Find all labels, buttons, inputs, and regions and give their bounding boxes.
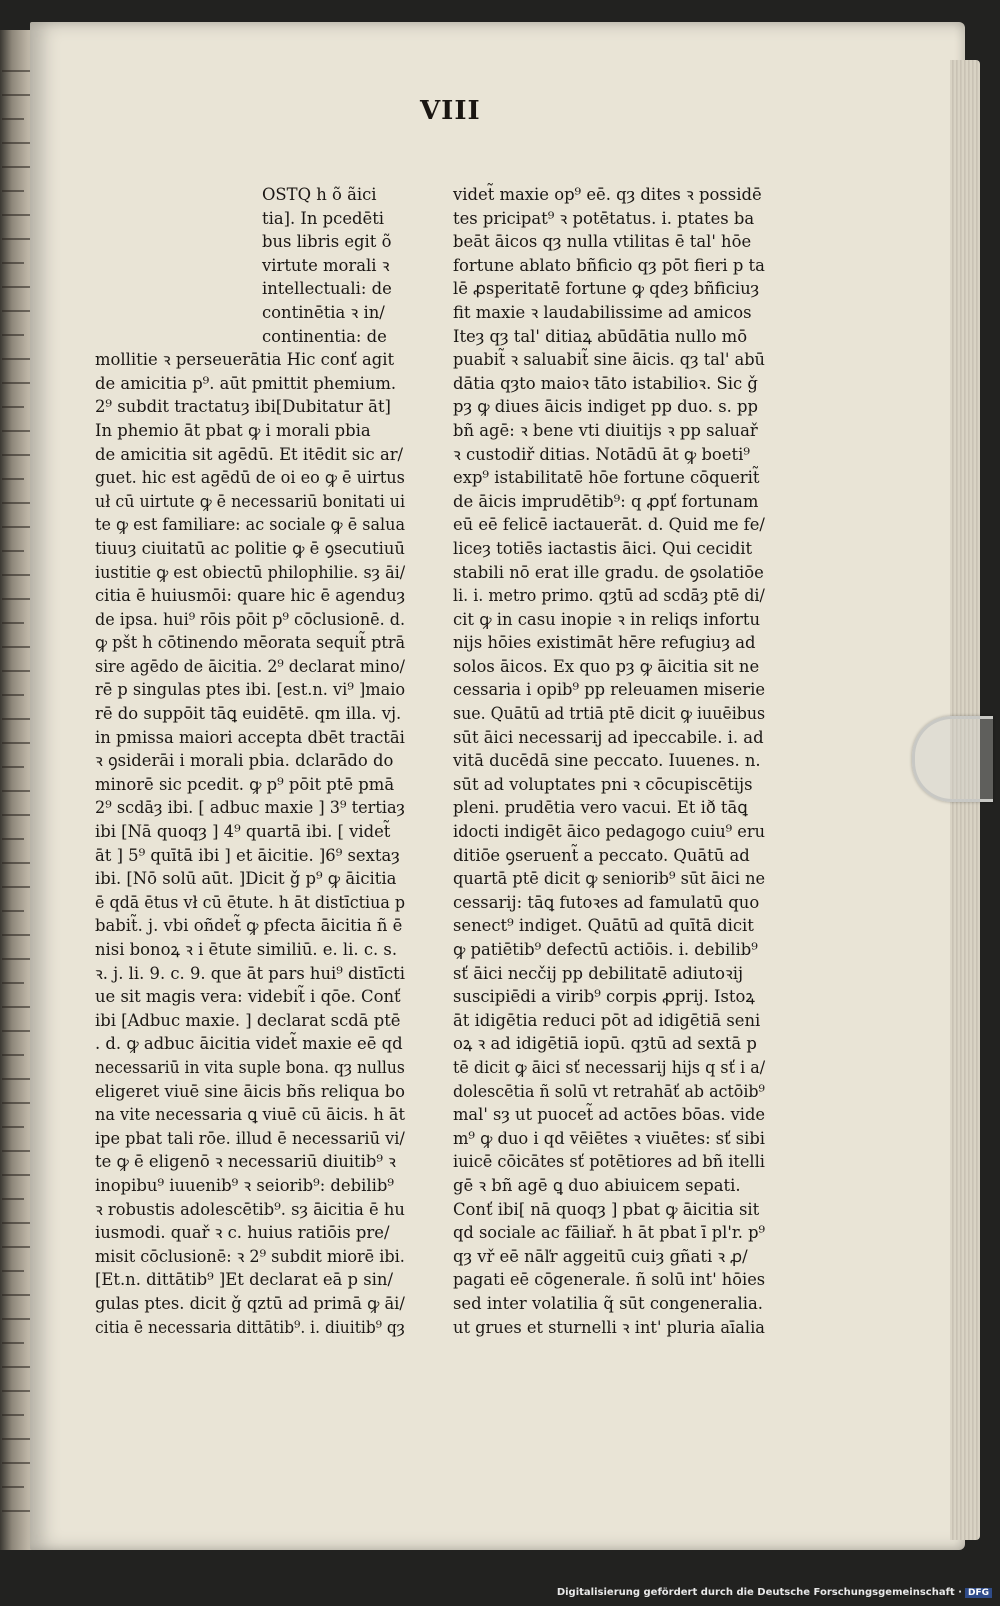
text-line: bñ agē: ꝛ bene vti diuitijs ꝛ pp saluař [453,420,758,440]
text-line: sť āici necčij pp debilitatē adiutoꝛij [453,963,744,983]
text-line: sed inter volatilia q̃ sūt congeneralia. [453,1293,763,1313]
text-line: āt ] 5⁹ quītā ibi ] et āicitie. ]6⁹ sextaȝ [95,845,400,865]
text-line: gē ꝛ bñ agē ꝗ duo abiuicem sepati. [453,1175,741,1195]
text-line: sūt ad voluptates pni ꝛ cōcupiscētijs [453,774,753,794]
text-fragment [2,1414,24,1416]
text-fragment [2,694,24,696]
text-line: ibi [Nā quoqȝ ] 4⁹ quartā ibi. [ videt̃ [95,822,391,842]
text-line: te ꝙ est familiare: ac sociale ꝙ ē salua [95,515,406,535]
text-fragment [2,646,30,648]
text-line: minorē sic pcedit. ꝙ p⁹ pōit ptē pmā [95,774,395,794]
left-column [95,183,405,1339]
text-line: 2⁹ scdāȝ ibi. [ adbuc maxie ] 3⁹ tertiaȝ [95,798,405,818]
text-line: in pmissa maiori accepta dbēt tractāi [95,727,405,747]
page-clip [912,716,993,802]
text-fragment [2,142,30,144]
text-fragment [2,718,30,720]
text-fragment [2,70,30,72]
text-line: sire agēdo de āicitia. 2⁹ declarat mino/ [95,656,405,676]
text-line: stabili nō erat ille gradu. de ꝯsolatiōe [453,562,764,582]
text-line: citia ē huiusmōi: quare hic ē agenduȝ [95,586,406,606]
text-fragment [2,262,24,264]
text-fragment [2,910,24,912]
text-line: guet. hic est agēdū de oi eo ꝙ ē uirtus [95,468,405,488]
text-line: ꝛ robustis adolescētib⁹. sȝ āicitia ē hu [95,1199,405,1219]
text-line: uł cū uirtute ꝙ ē necessariū bonitati ui [95,491,406,511]
text-fragment [2,430,30,432]
text-fragment [2,1126,24,1128]
text-line: liceȝ totiēs iactastis āici. Qui cecidit [453,538,753,558]
text-line: ē qdā ētus vł cū ētute. h āt distīctiua p [95,892,406,912]
text-line: dolescētia ñ solū vt retrahāť ab actōib⁹ [453,1081,765,1101]
right-column [453,183,765,1339]
text-line: iustitie ꝙ est obiectū philophilie. sȝ āi/ [95,562,406,582]
text-line: ibi. [Nō solū aūt. ]Dicit ǧ p⁹ ꝙ āicitia [95,869,397,889]
text-line: beāt āicos qȝ nulla vtilitas ē tal' hōe [453,232,752,252]
text-line: li. i. metro primo. qȝtū ad scdāȝ ptē di/ [453,586,765,606]
text-fragment [2,406,24,408]
text-line: suscipiēdi a virib⁹ corpis ꝓprij. Istoꝝ [453,987,755,1007]
text-line: citia ē necessaria dittātib⁹. i. diuitib⁹ qȝ [95,1317,405,1337]
text-line: cessaria i opib⁹ pp releuamen miserie [453,680,765,700]
text-fragment [2,1486,24,1488]
text-line: sūt āici necessarij ad ipeccabile. i. ad [453,727,764,747]
text-line: ut grues et sturnelli ꝛ int' pluria aīalia [453,1317,765,1337]
text-fragment [2,1006,30,1008]
text-line: continētia ꝛ in/ [262,302,385,322]
text-line: mal' sȝ ut puocet̃ ad actōes bōas. vide [453,1105,766,1125]
text-line: iusmodi. quař ꝛ c. huius ratiōis pre/ [95,1223,390,1243]
text-line: de āicis imprudētib⁹: q ꝓpť fortunam [453,491,759,511]
text-line: babit̃. j. vbi oñdet̃ ꝙ pfecta āicitia ñ ē [95,916,403,936]
text-line: āt idigētia reduci pōt ad idigētiā seni [453,1010,761,1030]
text-fragment [2,358,30,360]
text-line: bus libris egit õ [262,232,392,252]
text-fragment [2,1438,30,1440]
folio-number: VIII [420,96,481,126]
text-line: inopibu⁹ iuuenib⁹ ꝛ seiorib⁹: debilib⁹ [95,1175,394,1195]
text-fragment [2,574,30,576]
text-fragment [2,502,30,504]
text-line: rē p singulas ptes ibi. [est.n. vi⁹ ]maio [95,680,406,700]
text-line: tē dicit ꝙ āici sť necessarij hijs q sť i a/ [453,1057,766,1077]
text-line: ꝛ ꝯsiderāi i morali pbia. dclarādo do [95,751,394,771]
text-fragment [2,766,24,768]
text-line: oꝝ ꝛ ad idigētiā iopū. qȝtū ad sextā p [453,1034,757,1054]
footer-text: Digitalisierung gefördert durch die Deutsche Forschungsgemeinschaft · [556,1587,962,1598]
text-line: necessariū in vita suple bona. qȝ nullus [95,1057,405,1077]
text-fragment [2,838,24,840]
text-line: cit ꝙ in casu inopie ꝛ in reliqs infortu [453,609,761,629]
text-line: na vite necessaria ꝗ viuē cū āicis. h āt [95,1105,405,1125]
text-line: vitā ducēdā sine peccato. Iuuenes. n. [453,751,761,771]
text-fragment [2,1270,24,1272]
text-line: nijs hōies existimāt hēre refugiuȝ ad [453,633,756,653]
text-line: 2⁹ subdit tractatuȝ ibi[Dubitatur āt] [95,397,391,417]
text-line: lē ꝓsperitatē fortune ꝙ qdeȝ bñficiuȝ [453,279,760,299]
text-fragment [2,1222,30,1224]
text-line: [Et.n. dittātib⁹ ]Et declarat eā p sin/ [95,1270,393,1290]
text-line: eū eē felicē iactauerāt. d. Quid me fe/ [453,515,765,535]
text-line: continentia: de [262,326,387,346]
text-line: tes pricipat⁹ ꝛ potētatus. i. ptates ba [453,208,755,228]
text-line: ꝙ patiētib⁹ defectū actiōis. i. debilib⁹ [453,940,758,959]
text-fragment [2,478,24,480]
text-line: pagati eē cōgenerale. ñ solū int' hōies [453,1270,766,1290]
text-line: te ꝙ ē eligenō ꝛ necessariū diuitib⁹ ꝛ [95,1152,396,1172]
text-line: misit cōclusionē: ꝛ 2⁹ subdit miorē ibi. [95,1246,405,1266]
dfg-logo: DFG [965,1588,992,1598]
text-fragment [2,190,24,192]
text-line: solos āicos. Ex quo pȝ ꝙ āicitia sit ne [453,656,760,676]
text-line: . d. ꝙ adbuc āicitia videt̃ maxie eē qd [95,1034,403,1054]
text-line: ipe pbat tali rōe. illud ē necessariū vi/ [95,1128,405,1148]
text-line: gulas ptes. dicit ǧ qztū ad primā ꝙ āi/ [95,1293,405,1313]
text-line: ꝙ pšt h cōtinendo mēorata sequit̃ ptrā [95,633,406,653]
text-fragment [2,790,30,792]
text-line: de amicitia p⁹. aūt pmittit phemium. [95,373,397,393]
text-line: Conť ibi[ nā quoqȝ ] pbat ꝙ āicitia sit [453,1199,760,1219]
text-fragment [2,862,30,864]
text-line: Iteȝ qȝ tal' ditiaꝝ abūdātia nullo mō [453,326,748,346]
text-line: idocti indigēt āico pedagogo cuiu⁹ eru [453,822,765,842]
text-line: qd sociale ac fāiliař. h āt pbat ī pl'r. p⁹ [453,1223,766,1243]
text-line: tia]. In pcedēti [262,208,385,228]
text-line: fit maxie ꝛ laudabilissime ad amicos [453,302,752,322]
text-line: de ipsa. hui⁹ rōis pōit p⁹ cōclusionē. d. [95,609,406,629]
text-line: de amicitia sit agēdū. Et itēdit sic ar/ [95,444,404,464]
text-fragment [2,214,30,216]
text-line: intellectuali: de [262,279,392,299]
text-fragment [2,934,30,936]
text-fragment [2,622,24,624]
text-fragment [2,1510,30,1512]
text-line: ꝛ. j. li. 9. c. 9. que āt pars hui⁹ distīcti [95,963,405,983]
text-line: tiuuȝ ciuitatū ac politie ꝙ ē ꝯsecutiuū [95,538,405,558]
text-fragment [2,1054,24,1056]
text-fragment [2,1342,24,1344]
text-line: qȝ vř eē nāľr aggeitū cuiȝ gñati ꝛ ꝓ/ [453,1246,748,1266]
text-line: rē do suppōit tāꝗ euidētē. qm illa. vj. [95,704,402,724]
text-fragment [2,550,24,552]
text-line: puabit̃ ꝛ saluabit̃ sine āicis. qȝ tal' abū [453,350,765,370]
text-line: eligeret viuē sine āicis bñs reliqua bo [95,1081,406,1101]
text-line: mollitie ꝛ perseuerātia Hic conť agit [95,350,395,370]
text-line: ue sit magis vera: videbit̃ i qōe. Conť [95,987,401,1007]
text-line: In phemio āt pbat ꝙ i morali pbia [95,420,371,440]
text-line: fortune ablato bñficio qȝ pōt fieri p ta [453,255,765,275]
text-line: ditiōe ꝯseruent̃ a peccato. Quātū ad [453,845,750,865]
text-fragment [2,982,24,984]
text-fragment [2,1366,30,1368]
text-fragment [2,118,24,120]
text-line: sue. Quātū ad trtiā ptē dicit ꝙ iuuēibus [453,704,766,724]
footer [557,1587,992,1598]
text-line: pleni. prudētia vero vacui. Et ið tāꝗ [453,798,748,818]
text-fragment [2,286,30,288]
text-line: nisi bonoꝝ ꝛ i ētute similiū. e. li. c. s. [95,940,398,959]
text-line: pȝ ꝙ diues āicis indiget pp duo. s. pp [453,397,759,417]
text-fragment [2,1198,24,1200]
text-line: ꝛ custodiř ditias. Notādū āt ꝙ boeti⁹ [453,444,750,464]
text-fragment [2,1078,30,1080]
text-line: ibi [Adbuc maxie. ] declarat scdā ptē [95,1010,401,1030]
text-line: m⁹ ꝙ duo i qd vēiētes ꝛ viuētes: sť sibi [453,1128,766,1148]
text-line: dātia qȝto maioꝛ tāto istabilioꝛ. Sic ǧ [453,373,758,393]
text-line: iuicē cōicātes sť potētiores ad bñ itelli [453,1152,765,1172]
text-line: videt̃ maxie op⁹ eē. qȝ dites ꝛ possidē [453,185,762,204]
text-fragment [2,1294,30,1296]
text-line: virtute morali ꝛ [262,255,390,275]
text-line: quartā ptē dicit ꝙ seniorib⁹ sūt āici ne [453,869,766,889]
text-line: senect⁹ indiget. Quātū ad quītā dicit [453,916,754,936]
text-line: exp⁹ istabilitatē hōe fortune cōquerit̃ [453,468,760,488]
text-fragment [2,334,24,336]
text-line: OSTQ h õ ãici [262,185,377,204]
text-fragment [2,1150,30,1152]
text-line: cessarij: tāꝗ futoꝛes ad famulatū quo [453,892,760,912]
